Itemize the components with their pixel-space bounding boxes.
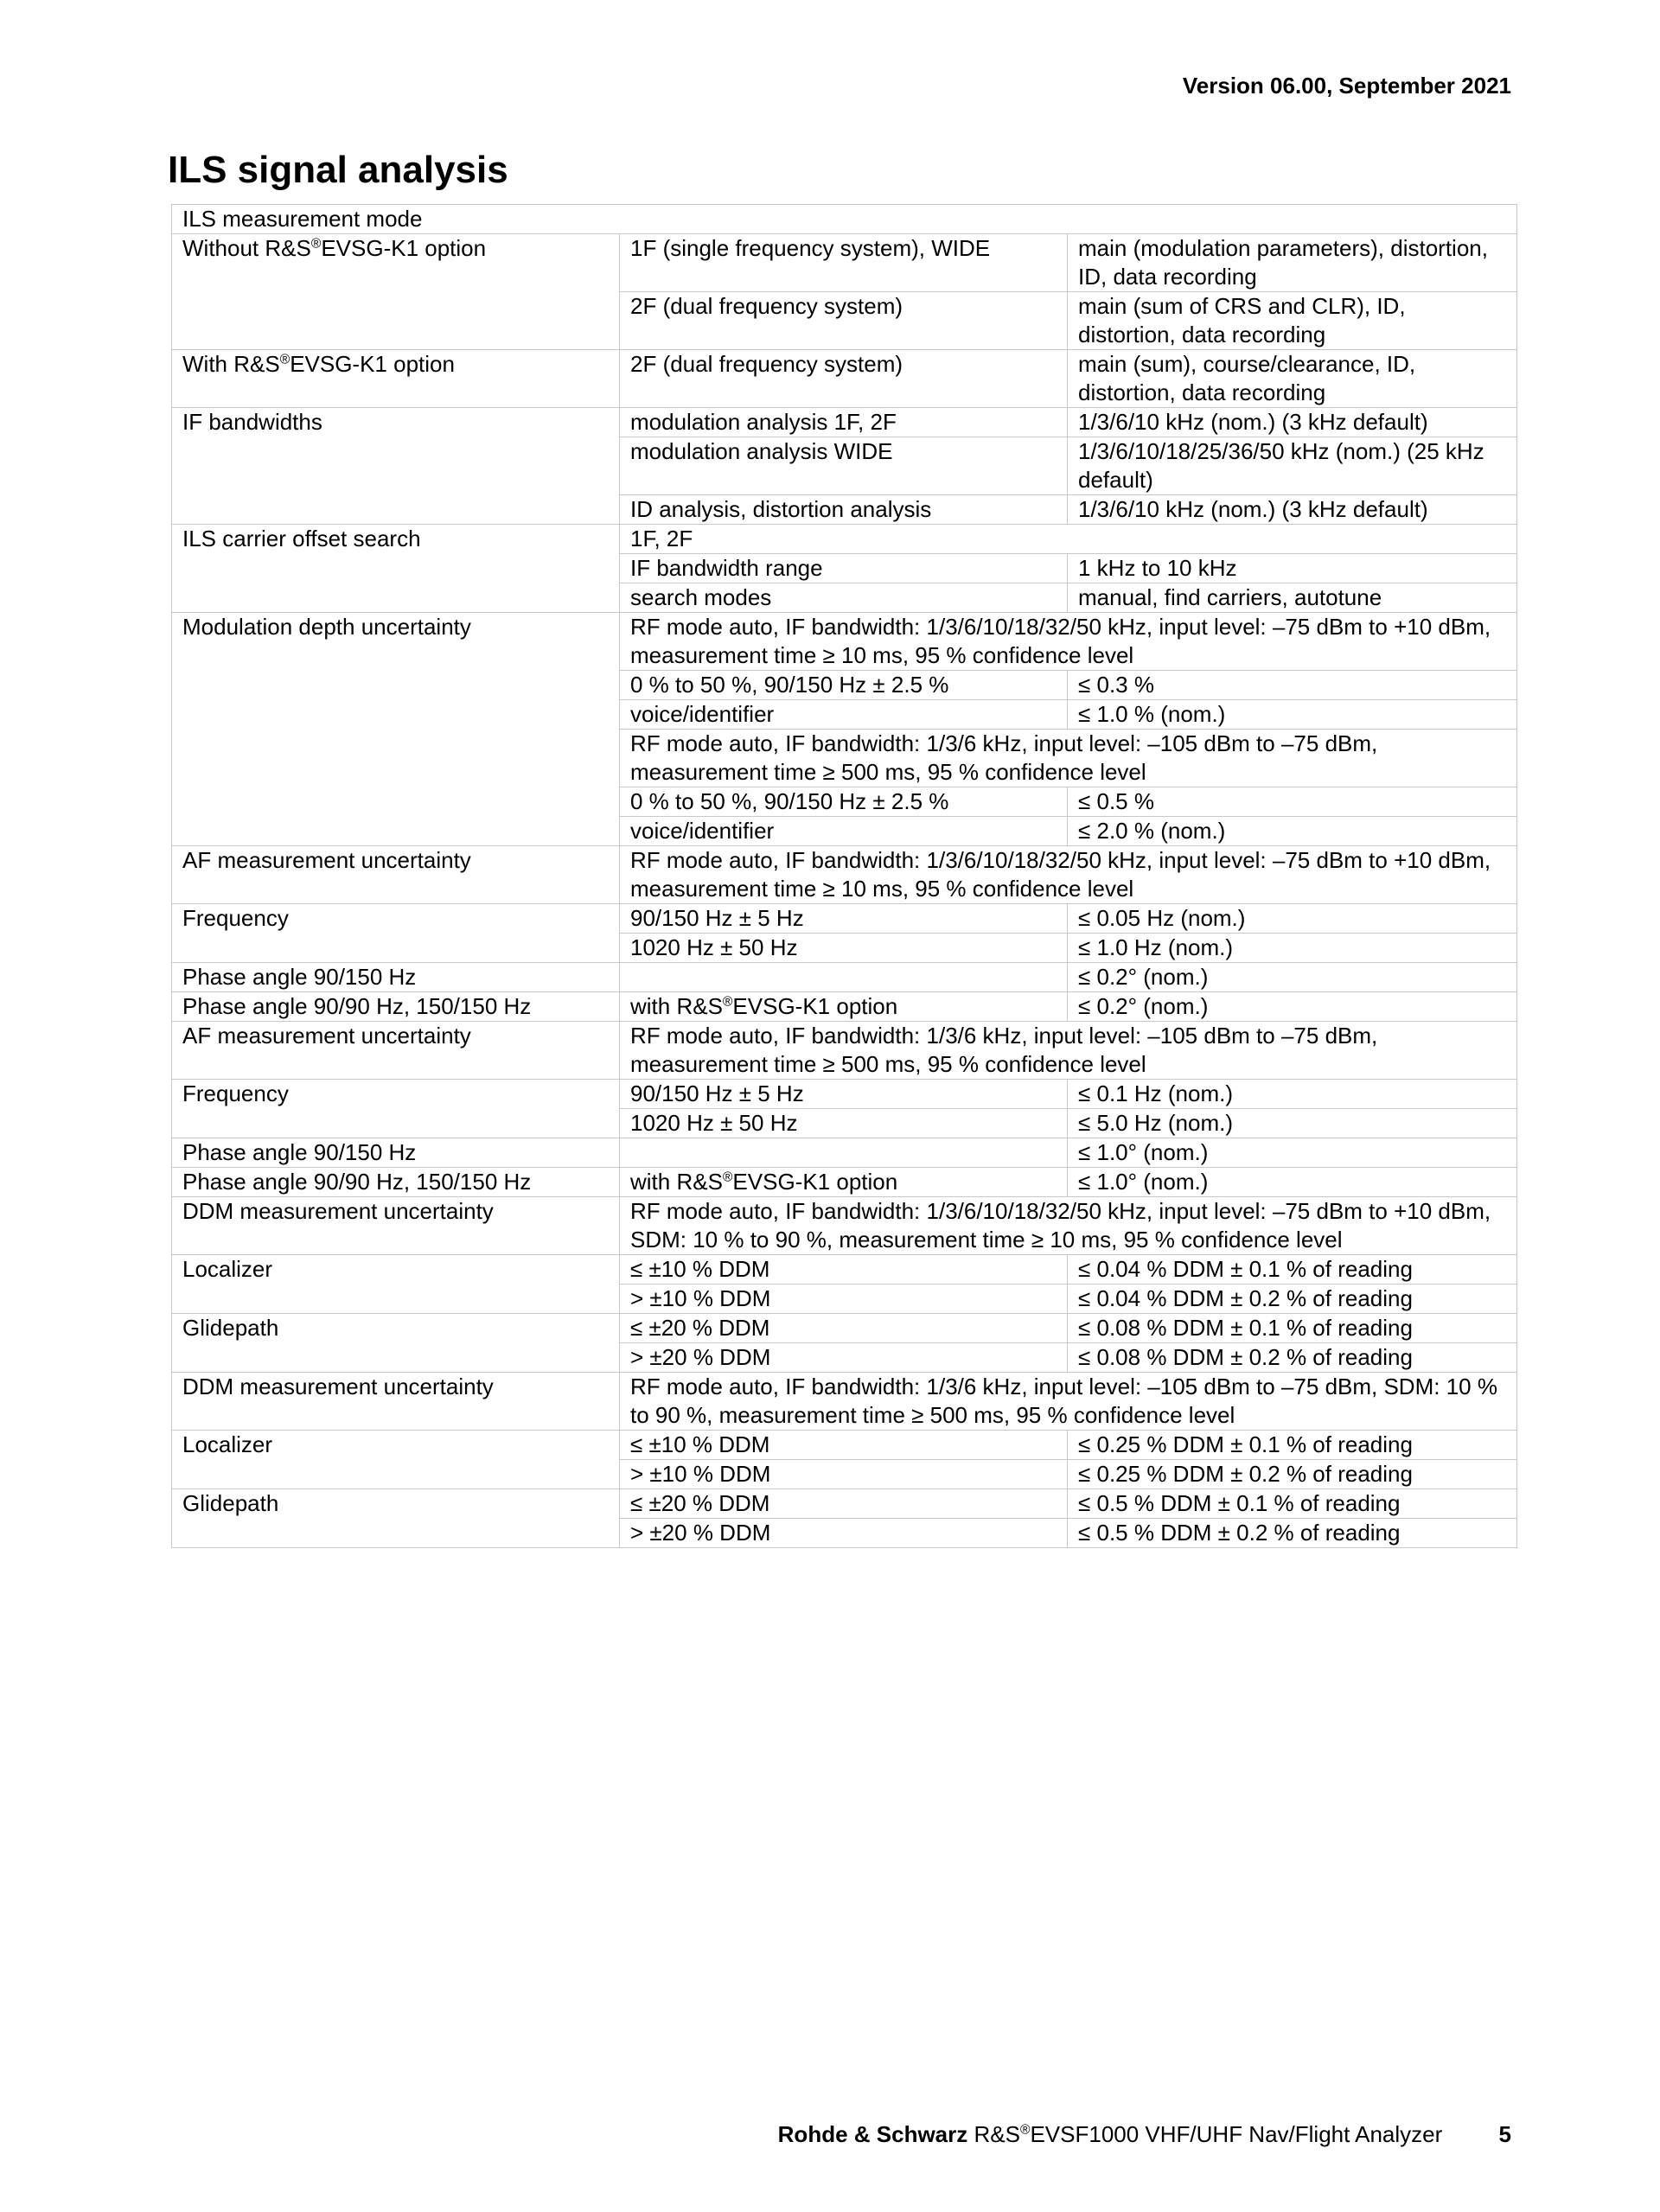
table-row: [172, 408, 1517, 437]
table-row: [172, 1080, 1517, 1109]
page-footer: [778, 2121, 1511, 2148]
cell-condition: RF mode auto, IF bandwidth: 1/3/6/10/18/32/50 kHz, input level: –75 dBm to +10 dBm, measurement time ≥ 10 ms, 95 % confidence level: [620, 613, 1517, 671]
table-row: [172, 613, 1517, 671]
cell-name: with R&S®EVSG-K1 option: [620, 1168, 1068, 1197]
table-row: [172, 1431, 1517, 1460]
table-row: [172, 1168, 1517, 1197]
page-number: 5: [1498, 2121, 1511, 2147]
cell-condition: 1F, 2F: [620, 525, 1517, 554]
cell-value: 1/3/6/10 kHz (nom.) (3 kHz default): [1068, 495, 1517, 525]
cell-name: 0 % to 50 %, 90/150 Hz ± 2.5 %: [620, 671, 1068, 700]
table-row: [172, 1489, 1517, 1519]
row-label: ILS measurement mode: [172, 205, 1517, 234]
page-title: ILS signal analysis: [168, 149, 508, 191]
row-sublabel: Phase angle 90/90 Hz, 150/150 Hz: [172, 992, 620, 1022]
table-row: [172, 846, 1517, 904]
cell-condition: RF mode auto, IF bandwidth: 1/3/6 kHz, input level: –105 dBm to –75 dBm, measurement time ≥ 500 ms, 95 % confidence level: [620, 730, 1517, 787]
cell-condition: RF mode auto, IF bandwidth: 1/3/6 kHz, input level: –105 dBm to –75 dBm, measurement time ≥ 500 ms, 95 % confidence level: [620, 1022, 1517, 1080]
cell-name: > ±20 % DDM: [620, 1343, 1068, 1373]
table-row: [172, 525, 1517, 554]
cell-name: > ±10 % DDM: [620, 1460, 1068, 1489]
cell-value: ≤ 0.2° (nom.): [1068, 992, 1517, 1022]
row-label: AF measurement uncertainty: [172, 1022, 620, 1080]
cell-name: [620, 963, 1068, 992]
cell-value: ≤ 1.0° (nom.): [1068, 1168, 1517, 1197]
row-label: ILS carrier offset search: [172, 525, 620, 613]
cell-name: modulation analysis 1F, 2F: [620, 408, 1068, 437]
cell-name: ≤ ±20 % DDM: [620, 1489, 1068, 1519]
table-row: [172, 1314, 1517, 1343]
footer-brand: Rohde & Schwarz: [777, 2121, 968, 2147]
row-sublabel: Glidepath: [172, 1489, 620, 1548]
row-sublabel: Phase angle 90/150 Hz: [172, 1138, 620, 1168]
cell-name: [620, 1138, 1068, 1168]
row-sublabel: Frequency: [172, 1080, 620, 1138]
cell-name: 0 % to 50 %, 90/150 Hz ± 2.5 %: [620, 787, 1068, 817]
cell-value: main (sum of CRS and CLR), ID, distortion, data recording: [1068, 292, 1517, 350]
table-row: [172, 1138, 1517, 1168]
cell-name: > ±10 % DDM: [620, 1284, 1068, 1314]
table-row: [172, 1255, 1517, 1284]
table-row: [172, 205, 1517, 234]
cell-value: ≤ 2.0 % (nom.): [1068, 817, 1517, 846]
row-label: DDM measurement uncertainty: [172, 1197, 620, 1255]
table-row: [172, 350, 1517, 408]
cell-value: 1 kHz to 10 kHz: [1068, 554, 1517, 583]
table-row: [172, 234, 1517, 292]
cell-mode: 1F (single frequency system), WIDE: [620, 234, 1068, 292]
cell-value: 1/3/6/10 kHz (nom.) (3 kHz default): [1068, 408, 1517, 437]
cell-value: ≤ 0.04 % DDM ± 0.2 % of reading: [1068, 1284, 1517, 1314]
cell-name: ≤ ±10 % DDM: [620, 1255, 1068, 1284]
cell-name: IF bandwidth range: [620, 554, 1068, 583]
cell-value: 1/3/6/10/18/25/36/50 kHz (nom.) (25 kHz default): [1068, 437, 1517, 495]
cell-value: ≤ 0.08 % DDM ± 0.2 % of reading: [1068, 1343, 1517, 1373]
row-label: IF bandwidths: [172, 408, 620, 525]
cell-name: ID analysis, distortion analysis: [620, 495, 1068, 525]
cell-name: 90/150 Hz ± 5 Hz: [620, 904, 1068, 934]
row-sublabel: Glidepath: [172, 1314, 620, 1373]
cell-value: ≤ 0.2° (nom.): [1068, 963, 1517, 992]
row-label: DDM measurement uncertainty: [172, 1373, 620, 1431]
table-row: [172, 1022, 1517, 1080]
cell-value: main (modulation parameters), distortion, ID, data recording: [1068, 234, 1517, 292]
cell-value: ≤ 0.04 % DDM ± 0.1 % of reading: [1068, 1255, 1517, 1284]
cell-name: search modes: [620, 583, 1068, 613]
cell-condition: RF mode auto, IF bandwidth: 1/3/6 kHz, input level: –105 dBm to –75 dBm, SDM: 10 % to 90 %, measurement time ≥ 500 ms, 95 % confidence level: [620, 1373, 1517, 1431]
cell-value: main (sum), course/clearance, ID, distortion, data recording: [1068, 350, 1517, 408]
cell-value: ≤ 1.0° (nom.): [1068, 1138, 1517, 1168]
cell-value: ≤ 0.25 % DDM ± 0.2 % of reading: [1068, 1460, 1517, 1489]
cell-mode: 2F (dual frequency system): [620, 350, 1068, 408]
cell-value: ≤ 0.25 % DDM ± 0.1 % of reading: [1068, 1431, 1517, 1460]
table-row: [172, 1373, 1517, 1431]
row-sublabel: Frequency: [172, 904, 620, 963]
cell-condition: RF mode auto, IF bandwidth: 1/3/6/10/18/32/50 kHz, input level: –75 dBm to +10 dBm, SDM: 10 % to 90 %, measurement time ≥ 10 ms, 95 % confidence level: [620, 1197, 1517, 1255]
table-row: [172, 904, 1517, 934]
cell-value: ≤ 0.5 % DDM ± 0.2 % of reading: [1068, 1519, 1517, 1548]
row-sublabel: Phase angle 90/90 Hz, 150/150 Hz: [172, 1168, 620, 1197]
cell-condition: RF mode auto, IF bandwidth: 1/3/6/10/18/32/50 kHz, input level: –75 dBm to +10 dBm, measurement time ≥ 10 ms, 95 % confidence level: [620, 846, 1517, 904]
cell-value: ≤ 0.05 Hz (nom.): [1068, 904, 1517, 934]
cell-name: ≤ ±20 % DDM: [620, 1314, 1068, 1343]
row-sublabel: Phase angle 90/150 Hz: [172, 963, 620, 992]
cell-name: modulation analysis WIDE: [620, 437, 1068, 495]
cell-value: ≤ 1.0 Hz (nom.): [1068, 934, 1517, 963]
row-sublabel: Localizer: [172, 1255, 620, 1314]
cell-name: voice/identifier: [620, 817, 1068, 846]
cell-value: ≤ 0.1 Hz (nom.): [1068, 1080, 1517, 1109]
cell-value: ≤ 5.0 Hz (nom.): [1068, 1109, 1517, 1138]
cell-value: ≤ 0.5 % DDM ± 0.1 % of reading: [1068, 1489, 1517, 1519]
cell-name: 90/150 Hz ± 5 Hz: [620, 1080, 1068, 1109]
cell-value: manual, find carriers, autotune: [1068, 583, 1517, 613]
table-row: [172, 963, 1517, 992]
cell-name: > ±20 % DDM: [620, 1519, 1068, 1548]
table-row: [172, 992, 1517, 1022]
table-row: [172, 1197, 1517, 1255]
cell-value: ≤ 1.0 % (nom.): [1068, 700, 1517, 730]
cell-value: ≤ 0.5 %: [1068, 787, 1517, 817]
cell-name: 1020 Hz ± 50 Hz: [620, 1109, 1068, 1138]
cell-value: ≤ 0.3 %: [1068, 671, 1517, 700]
row-sublabel: Localizer: [172, 1431, 620, 1489]
ils-spec-table: [171, 204, 1517, 1548]
cell-name: voice/identifier: [620, 700, 1068, 730]
footer-product: R&S®EVSF1000 VHF/UHF Nav/Flight Analyzer: [974, 2121, 1443, 2147]
cell-value: ≤ 0.08 % DDM ± 0.1 % of reading: [1068, 1314, 1517, 1343]
row-label: AF measurement uncertainty: [172, 846, 620, 904]
cell-name: 1020 Hz ± 50 Hz: [620, 934, 1068, 963]
row-label: Modulation depth uncertainty: [172, 613, 620, 846]
version-header: Version 06.00, September 2021: [1182, 73, 1511, 99]
cell-mode: 2F (dual frequency system): [620, 292, 1068, 350]
row-sublabel: With R&S®EVSG-K1 option: [172, 350, 620, 408]
row-sublabel: Without R&S®EVSG-K1 option: [172, 234, 620, 350]
cell-name: with R&S®EVSG-K1 option: [620, 992, 1068, 1022]
cell-name: ≤ ±10 % DDM: [620, 1431, 1068, 1460]
